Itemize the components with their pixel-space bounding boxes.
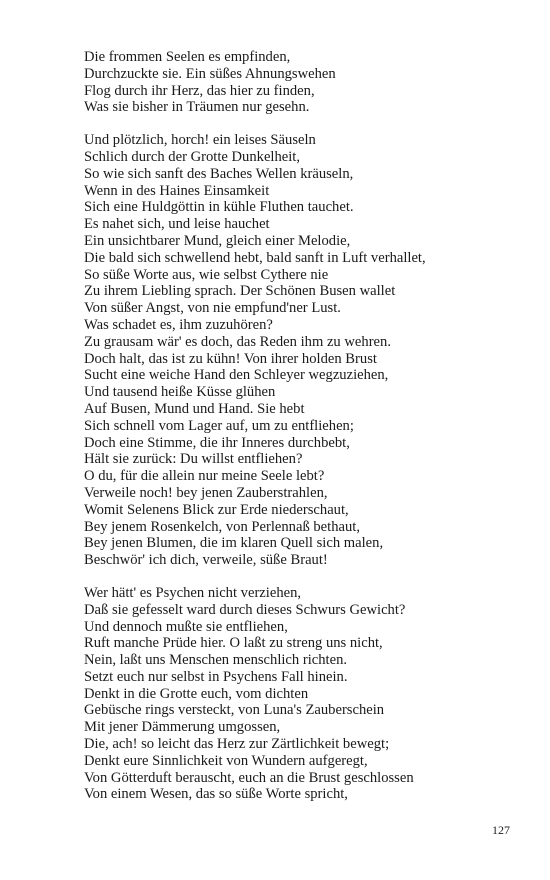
verse-line: Verweile noch! bey jenen Zauberstrahlen, (84, 484, 328, 501)
verse-line: Von einem Wesen, das so süße Worte spricht, (84, 786, 348, 803)
verse-line: Von Götterduft berauscht, euch an die Brust geschlossen (84, 769, 414, 786)
verse-line: Mit jener Dämmerung umgossen, (84, 719, 281, 736)
verse-line: Doch halt, das ist zu kühn! Von ihrer holden Brust (84, 350, 377, 367)
stanza (84, 132, 524, 569)
verse-line: Was schadet es, ihm zuzuhören? (84, 316, 273, 333)
verse-line: Sich eine Huldgöttin in kühle Fluthen tauchet. (84, 199, 354, 216)
verse-line: Auf Busen, Mund und Hand. Sie hebt (84, 400, 305, 417)
verse-line: O du, für die allein nur meine Seele lebt? (84, 468, 325, 485)
verse-line: Flog durch ihr Herz, das hier zu finden, (84, 82, 315, 99)
verse-line: Daß sie gefesselt ward durch dieses Schwurs Gewicht? (84, 601, 406, 618)
verse-line: Setzt euch nur selbst in Psychens Fall hinein. (84, 668, 348, 685)
verse-line: Ruft manche Prüde hier. O laßt zu streng uns nicht, (84, 635, 383, 652)
verse-line: Von süßer Angst, von nie empfund'ner Lust. (84, 300, 341, 317)
verse-line: Nein, laßt uns Menschen menschlich richten. (84, 652, 348, 669)
verse-line: Schlich durch der Grotte Dunkelheit, (84, 148, 301, 165)
verse-line: Bey jenen Blumen, die im klaren Quell sich malen, (84, 535, 384, 552)
verse-line: Wenn in des Haines Einsamkeit (84, 182, 270, 199)
verse-line: Ein unsichtbarer Mund, gleich einer Melodie, (84, 232, 351, 249)
stanza (84, 585, 524, 803)
verse-line: Die bald sich schwellend hebt, bald sanft in Luft verhallet, (84, 249, 426, 266)
verse-line: Sucht eine weiche Hand den Schleyer wegzuziehen, (84, 367, 389, 384)
stanza (84, 49, 524, 116)
verse-line: So süße Worte aus, wie selbst Cythere nie (84, 266, 329, 283)
verse-line: Wer hätt' es Psychen nicht verziehen, (84, 584, 302, 601)
verse-line: Gebüsche rings versteckt, von Luna's Zauberschein (84, 702, 385, 719)
verse-line: Und tausend heiße Küsse glühen (84, 384, 276, 401)
verse-line: Durchzuckte sie. Ein süßes Ahnungswehen (84, 65, 336, 82)
verse-line: Womit Selenens Blick zur Erde niederschaut, (84, 501, 349, 518)
verse-line: Hält sie zurück: Du willst entfliehen? (84, 451, 303, 468)
verse-line: Die frommen Seelen es empfinden, (84, 49, 291, 65)
page-number: 127 (492, 823, 510, 837)
verse-line: Beschwör' ich dich, verweile, süße Braut! (84, 552, 328, 569)
verse-line: Und dennoch mußte sie entfliehen, (84, 618, 288, 635)
verse-line: Doch eine Stimme, die ihr Inneres durchbebt, (84, 434, 350, 451)
verse-line: Was sie bisher in Träumen nur gesehn. (84, 99, 310, 116)
verse-line: Sich schnell vom Lager auf, um zu entfliehen; (84, 417, 354, 434)
verse-line: Die, ach! so leicht das Herz zur Zärtlichkeit bewegt; (84, 736, 390, 753)
verse-line: Es nahet sich, und leise hauchet (84, 216, 270, 233)
verse-line: So wie sich sanft des Baches Wellen kräuseln, (84, 165, 354, 182)
verse-line: Denkt in die Grotte euch, vom dichten (84, 685, 309, 702)
verse-line: Zu ihrem Liebling sprach. Der Schönen Busen wallet (84, 283, 396, 300)
verse-line: Bey jenem Rosenkelch, von Perlennaß bethaut, (84, 518, 360, 535)
verse-line: Zu grausam wär' es doch, das Reden ihm zu wehren. (84, 333, 391, 350)
verse-line: Denkt eure Sinnlichkeit von Wundern aufgeregt, (84, 752, 368, 769)
poem-text (84, 49, 524, 819)
verse-line: Und plötzlich, horch! ein leises Säuseln (84, 132, 316, 149)
